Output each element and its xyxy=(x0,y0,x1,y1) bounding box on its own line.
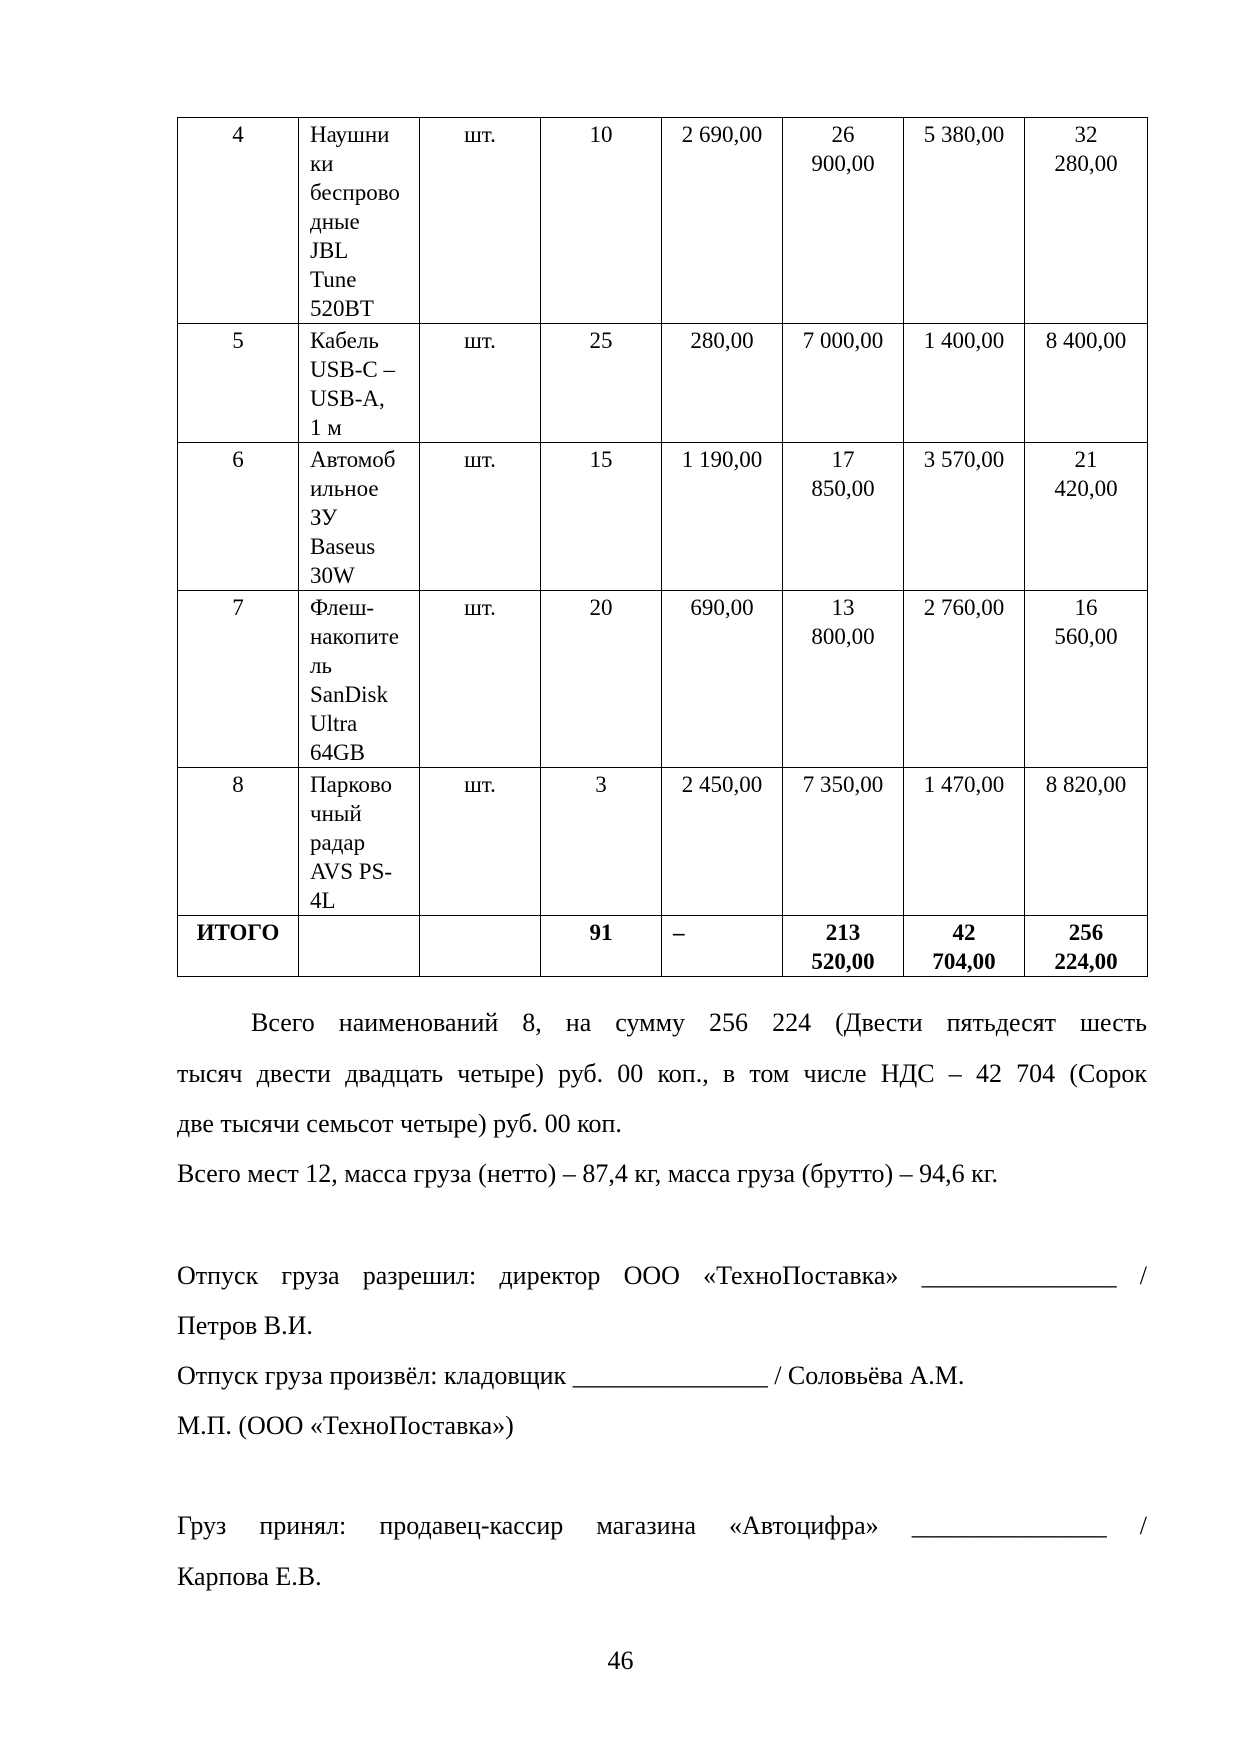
sum-without-vat: 26 900,00 xyxy=(783,118,904,324)
row-number: 4 xyxy=(178,118,299,324)
received-name: Карпова Е.В. xyxy=(177,1562,322,1591)
sum-without-vat: 17 850,00 xyxy=(783,443,904,591)
table-row xyxy=(178,443,1148,591)
sum-with-vat: 16 560,00 xyxy=(1025,591,1148,768)
total-quantity: 91 xyxy=(541,916,662,977)
table-row xyxy=(178,324,1148,443)
sum-without-vat: 13 800,00 xyxy=(783,591,904,768)
unit: шт. xyxy=(420,768,541,916)
sum-with-vat: 32 280,00 xyxy=(1025,118,1148,324)
row-number: 8 xyxy=(178,768,299,916)
total-sum-with-vat: 256 224,00 xyxy=(1025,916,1148,977)
sum-without-vat: 7 350,00 xyxy=(783,768,904,916)
sum-with-vat: 21 420,00 xyxy=(1025,443,1148,591)
goods-table xyxy=(177,117,1148,977)
empty-cell xyxy=(299,916,420,977)
empty-cell xyxy=(420,916,541,977)
table-row xyxy=(178,768,1148,916)
price: 690,00 xyxy=(662,591,783,768)
row-number: 5 xyxy=(178,324,299,443)
vat-amount: 5 380,00 xyxy=(904,118,1025,324)
table-row xyxy=(178,591,1148,768)
total-label: ИТОГО xyxy=(178,916,299,977)
page-number: 46 xyxy=(607,1646,634,1675)
total-vat-amount: 42 704,00 xyxy=(904,916,1025,977)
unit: шт. xyxy=(420,324,541,443)
release-done-line: Отпуск груза произвёл: кладовщик _______________ / Соловьёва А.М. xyxy=(177,1361,965,1390)
row-number: 6 xyxy=(178,443,299,591)
sum-with-vat: 8 820,00 xyxy=(1025,768,1148,916)
price: 2 450,00 xyxy=(662,768,783,916)
total-row xyxy=(178,916,1148,977)
unit: шт. xyxy=(420,443,541,591)
vat-amount: 1 400,00 xyxy=(904,324,1025,443)
release-allowed-name: Петров В.И. xyxy=(177,1311,313,1340)
summary-line-1: Всего наименований 8, на сумму 256 224 (Двести пятьдесят шесть xyxy=(251,1008,1147,1037)
sum-without-vat: 7 000,00 xyxy=(783,324,904,443)
received-line: Груз принял: продавец-кассир магазина «Автоцифра» _______________ / xyxy=(177,1511,1147,1540)
summary-line-2: тысяч двести двадцать четыре) руб. 00 коп., в том числе НДС – 42 704 (Сорок xyxy=(177,1059,1147,1088)
price: 2 690,00 xyxy=(662,118,783,324)
table-row xyxy=(178,118,1148,324)
product-name: Флеш- накопите ль SanDisk Ultra 64GB xyxy=(299,591,420,768)
vat-amount: 3 570,00 xyxy=(904,443,1025,591)
quantity: 15 xyxy=(541,443,662,591)
vat-amount: 2 760,00 xyxy=(904,591,1025,768)
product-name: Парково чный радар AVS PS- 4L xyxy=(299,768,420,916)
total-sum-without-vat: 213 520,00 xyxy=(783,916,904,977)
product-name: Кабель USB-C – USB-A, 1 м xyxy=(299,324,420,443)
quantity: 20 xyxy=(541,591,662,768)
cargo-places-line: Всего мест 12, масса груза (нетто) – 87,4 кг, масса груза (брутто) – 94,6 кг. xyxy=(177,1159,999,1188)
quantity: 10 xyxy=(541,118,662,324)
price: 1 190,00 xyxy=(662,443,783,591)
total-price: – xyxy=(662,916,783,977)
price: 280,00 xyxy=(662,324,783,443)
summary-line-3: две тысячи семьсот четыре) руб. 00 коп. xyxy=(177,1109,622,1138)
quantity: 25 xyxy=(541,324,662,443)
quantity: 3 xyxy=(541,768,662,916)
unit: шт. xyxy=(420,118,541,324)
row-number: 7 xyxy=(178,591,299,768)
goods-table-body xyxy=(178,118,1148,977)
sum-with-vat: 8 400,00 xyxy=(1025,324,1148,443)
vat-amount: 1 470,00 xyxy=(904,768,1025,916)
stamp-place: М.П. (ООО «ТехноПоставка») xyxy=(177,1411,514,1440)
product-name: Наушни ки беспрово дные JBL Tune 520BT xyxy=(299,118,420,324)
product-name: Автомоб ильное ЗУ Baseus 30W xyxy=(299,443,420,591)
release-allowed-line: Отпуск груза разрешил: директор ООО «ТехноПоставка» _______________ / xyxy=(177,1261,1147,1290)
unit: шт. xyxy=(420,591,541,768)
